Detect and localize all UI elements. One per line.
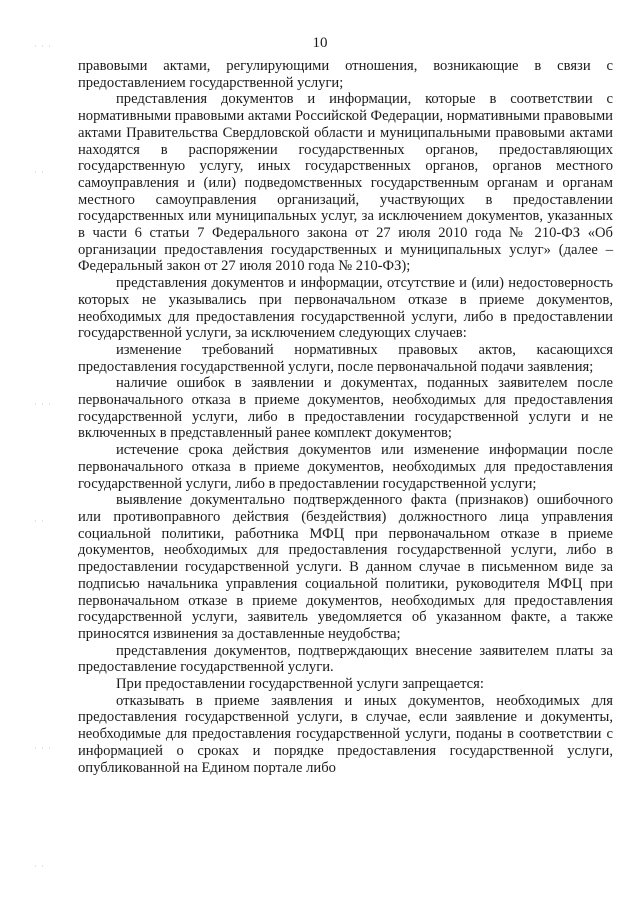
- document-body: [78, 58, 613, 776]
- paragraph: представления документов и информации, которые в соответствии с нормативными правовыми актами Российской Федерации, нормативными правовыми актами Правительства Свердловской области и муниципальными правовыми актами находятся в распоряжении государственных органов, предоставляющих государственную услугу, иных государственных органов, органов местного самоуправления и (или) подведомственных государственным органам и органам местного самоуправления организаций, участвующих в предоставлении государственных или муниципальных услуг, за исключением документов, указанных в части 6 статьи 7 Федерального закона от 27 июля 2010 года № 210-ФЗ «Об организации предоставления государственных и муниципальных услуг» (далее – Федеральный закон от 27 июля 2010 года № 210-ФЗ);: [78, 91, 613, 275]
- margin-scan-mark: · ·: [34, 168, 45, 177]
- margin-scan-mark: · ·: [34, 862, 45, 871]
- margin-scan-mark: · ·: [34, 517, 45, 526]
- paragraph: представления документов, подтверждающих внесение заявителем платы за предоставление государственной услуги.: [78, 642, 613, 676]
- paragraph: истечение срока действия документов или изменение информации после первоначального отказа в приеме документов, необходимых для предоставления государственной услуги, либо в предоставлении государственной услуги;: [78, 442, 613, 492]
- paragraph: представления документов и информации, отсутствие и (или) недостоверность которых не указывались при первоначальном отказе в приеме документов, необходимых для предоставления государственной услуги, либо в предоставлении государственной услуги, за исключением следующих случаев:: [78, 275, 613, 342]
- margin-scan-mark: · · ·: [34, 744, 52, 753]
- page-number: 10: [312, 35, 328, 51]
- paragraph: При предоставлении государственной услуги запрещается:: [116, 676, 484, 693]
- paragraph: наличие ошибок в заявлении и документах, поданных заявителем после первоначального отказа в приеме документов, необходимых для предоставления государственной услуги, либо в предоставлении государственной услуги и не включенных в представленный ранее комплект документов;: [78, 375, 613, 442]
- paragraph: выявление документально подтвержденного факта (признаков) ошибочного или противоправного действия (бездействия) должностного лица управления социальной политики, работника МФЦ при первоначальном отказе в приеме документов, необходимых для предоставления государственной услуги, либо в предоставлении государственной услуги. В данном случае в письменном виде за подписью начальника управления социальной политики, руководителя МФЦ при первоначальном отказе в приеме документов, необходимых для предоставления государственной услуги, заявитель уведомляется об указанном факте, а также приносятся извинения за доставленные неудобства;: [78, 492, 613, 642]
- paragraph: правовыми актами, регулирующими отношения, возникающие в связи с предоставлением государственной услуги;: [78, 58, 613, 91]
- paragraph: изменение требований нормативных правовых актов, касающихся предоставления государственной услуги, после первоначальной подачи заявления;: [78, 341, 613, 375]
- margin-scan-mark: · · ·: [34, 42, 52, 51]
- paragraph: отказывать в приеме заявления и иных документов, необходимых для предоставления государственной услуги, в случае, если заявление и документы, необходимые для предоставления государственной услуги, поданы в соответствии с информацией о сроках и порядке предоставления государственной услуги, опубликованной на Едином портале либо: [78, 692, 613, 776]
- margin-scan-mark: · · ·: [34, 400, 52, 409]
